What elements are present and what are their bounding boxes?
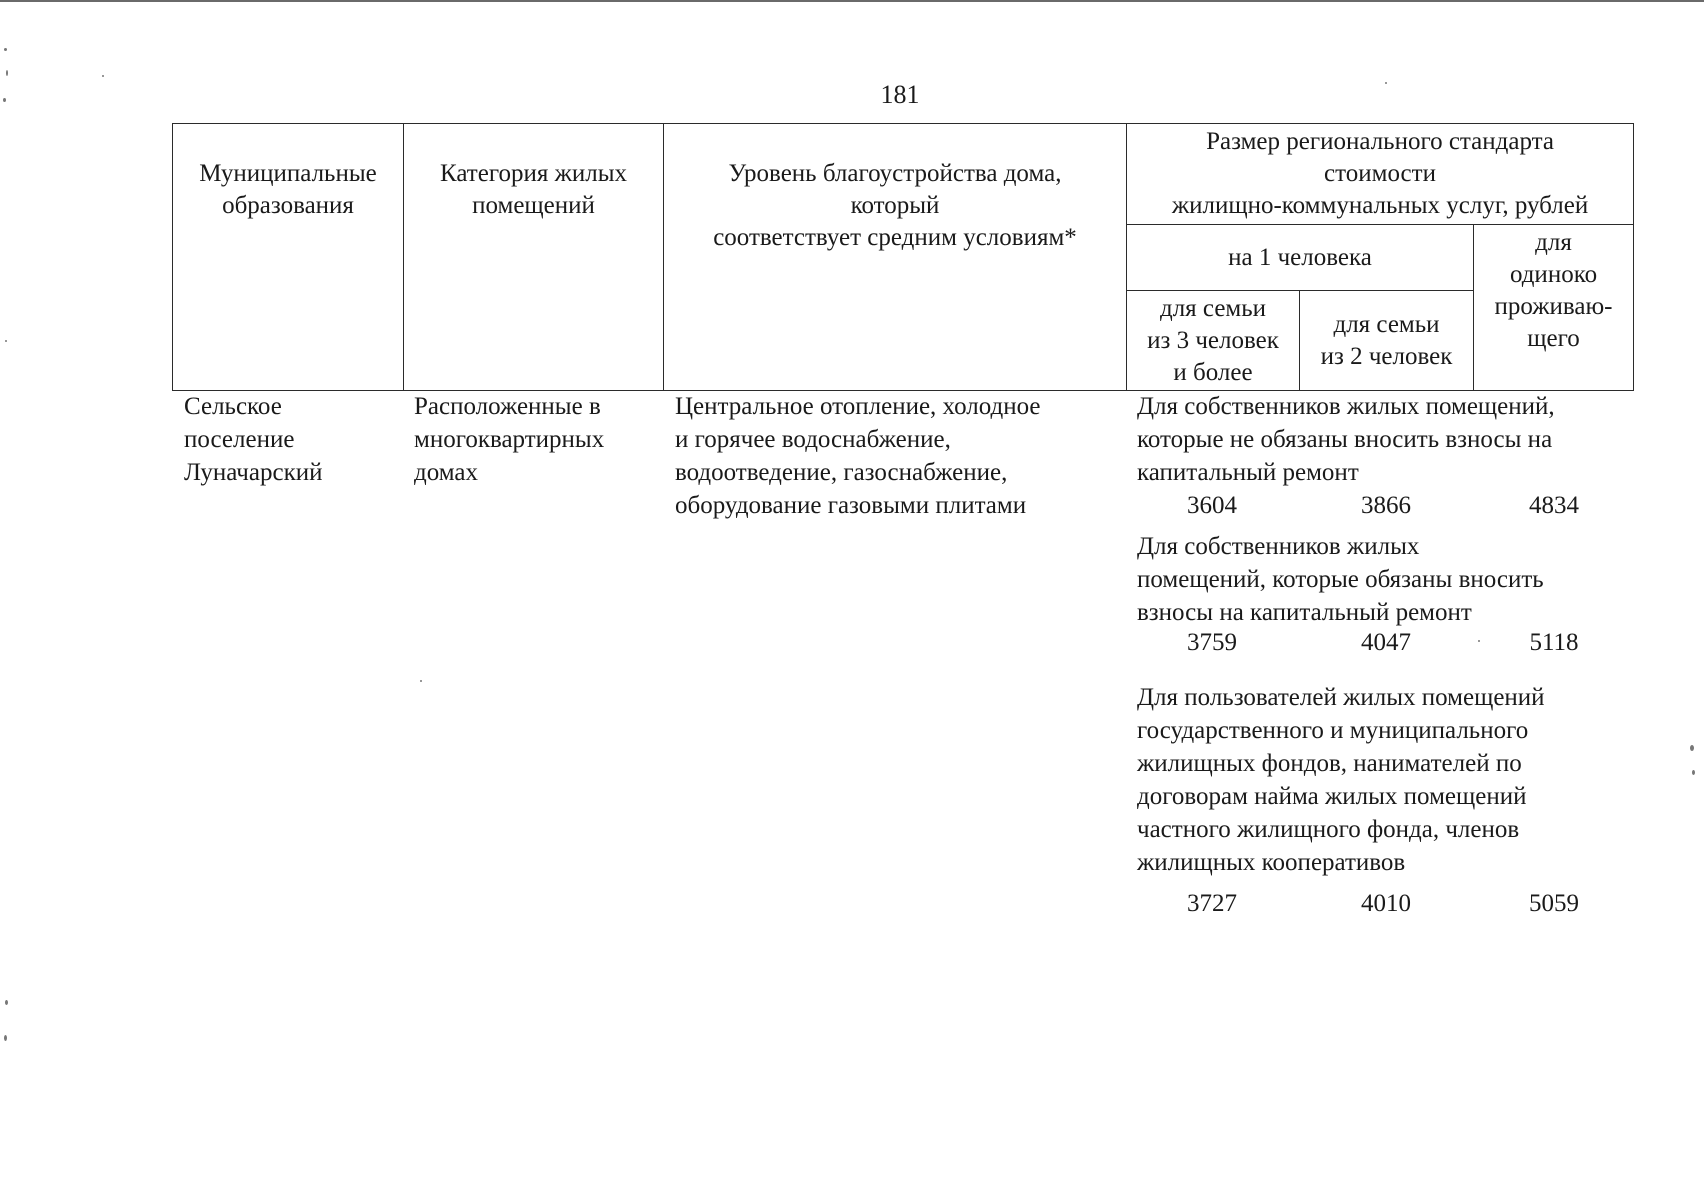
- scan-speck: [1385, 82, 1387, 84]
- scan-speck: [3, 98, 6, 102]
- scan-speck: [1690, 745, 1694, 751]
- header-category: Категория жилых помещений: [404, 124, 664, 391]
- scan-speck: [6, 70, 8, 76]
- top-border-line: [0, 0, 1704, 2]
- scan-speck: [5, 340, 7, 342]
- header-standard: Размер регионального стандарта стоимости жилищно-коммунальных услуг, рублей: [1127, 124, 1634, 225]
- page-number: 181: [880, 80, 920, 109]
- header-table: [172, 123, 1634, 391]
- group-2-family3-value: 3759: [1187, 629, 1237, 656]
- group-3-description: Для пользователей жилых помещений государственного и муниципального жилищных фондов, нанимателей по договорам найма жилых помещений частного жилищного фонда, членов жилищных кооперативов: [1137, 684, 1545, 876]
- scan-speck: [102, 75, 104, 77]
- header-per-person: на 1 человека: [1127, 225, 1474, 291]
- group-1-description: Для собственников жилых помещений, которые не обязаны вносить взносы на капитальный ремонт: [1137, 393, 1555, 486]
- header-single-resident: для одиноко проживаю- щего: [1474, 225, 1634, 391]
- scan-speck: [1692, 770, 1695, 775]
- scan-speck: [1478, 640, 1480, 642]
- group-2-description: Для собственников жилых помещений, которые обязаны вносить взносы на капитальный ремонт: [1137, 533, 1544, 626]
- group-1-family3-value: 3604: [1187, 492, 1237, 519]
- row-municipality: Сельское поселение Луначарский: [184, 393, 323, 486]
- group-1-family2-value: 3866: [1361, 492, 1411, 519]
- header-municipalities: Муниципальные образования: [173, 124, 404, 391]
- group-3-single-value: 5059: [1529, 890, 1579, 917]
- group-2-family2-value: 4047: [1361, 629, 1411, 656]
- row-level: Центральное отопление, холодное и горячее водоснабжение, водоотведение, газоснабжение, оборудование газовыми плитами: [675, 393, 1041, 519]
- header-level: Уровень благоустройства дома, который соответствует средним условиям*: [664, 124, 1127, 391]
- scan-speck: [5, 1000, 8, 1005]
- header-family-3: для семьи из 3 человек и более: [1127, 291, 1300, 391]
- scan-speck: [4, 1035, 7, 1041]
- scan-speck: [420, 680, 422, 682]
- group-2-single-value: 5118: [1529, 629, 1579, 656]
- header-family-2: для семьи из 2 человек: [1300, 291, 1474, 391]
- group-3-family3-value: 3727: [1187, 890, 1237, 917]
- group-3-family2-value: 4010: [1361, 890, 1411, 917]
- group-1-single-value: 4834: [1529, 492, 1579, 519]
- row-category: Расположенные в многоквартирных домах: [414, 393, 605, 486]
- scan-speck: [4, 48, 7, 51]
